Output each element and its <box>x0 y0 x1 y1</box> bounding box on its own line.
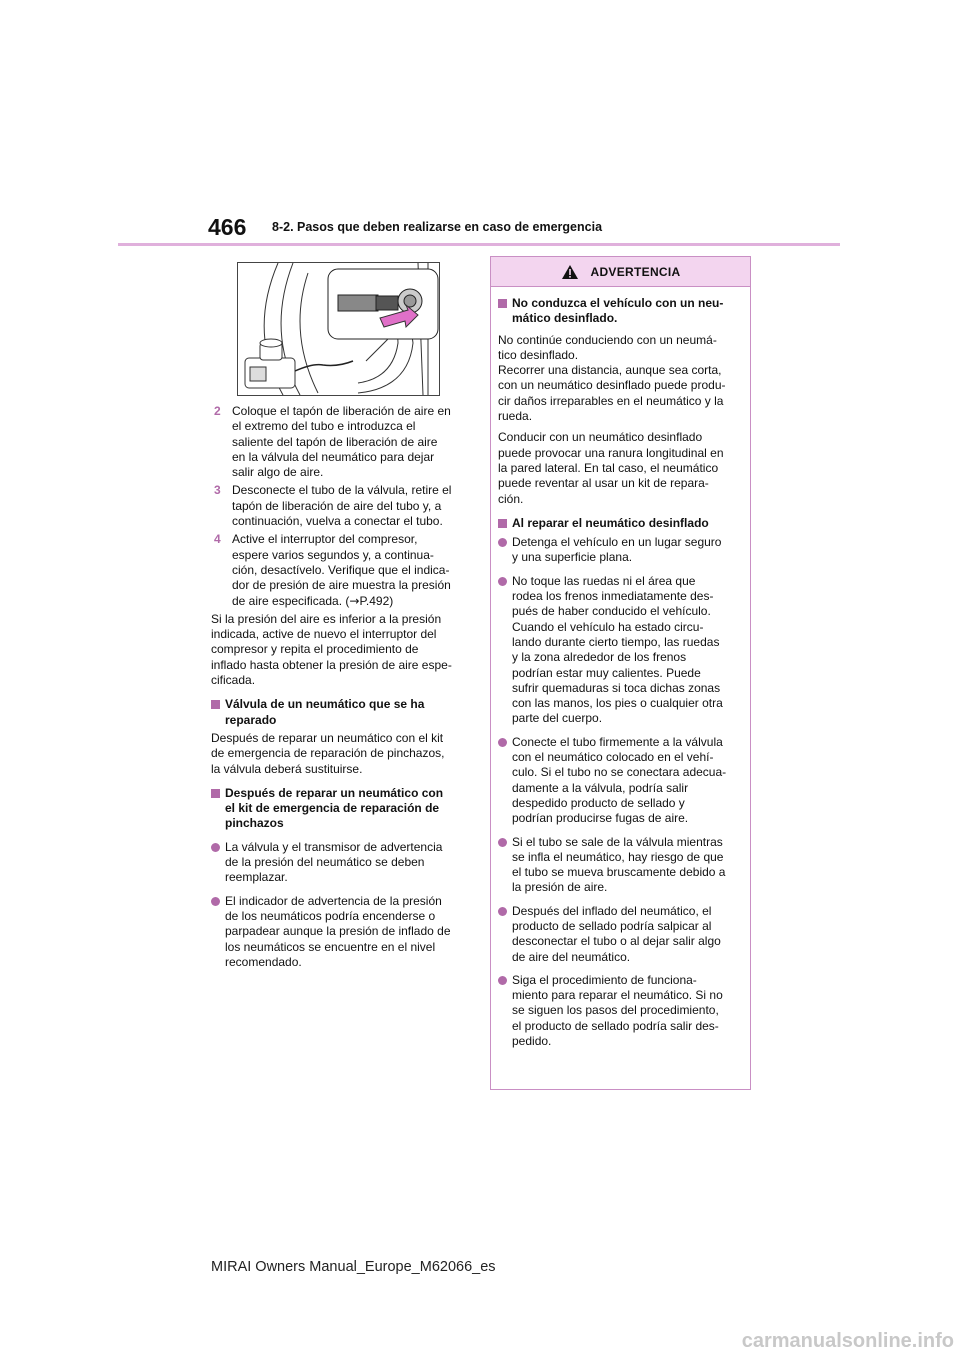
text-line: se siguen los pasos del procedimiento, <box>512 1003 719 1018</box>
text-line: de los neumáticos podría encenderse o <box>225 908 436 923</box>
text-line: con las manos, los pies o cualquier otra <box>512 696 723 711</box>
text-line: El indicador de advertencia de la presión <box>225 893 442 908</box>
round-bullet-icon <box>211 843 220 852</box>
step-number: 4 <box>214 532 221 547</box>
text-line: con el neumático colocado en el vehí- <box>512 750 714 765</box>
text-line: Coloque el tapón de liberación de aire en <box>232 404 451 418</box>
text-line: Cuando el vehículo ha estado circu- <box>512 619 704 634</box>
text-line: Después del inflado del neumático, el <box>512 903 712 918</box>
text-line: la válvula deberá sustituirse. <box>211 761 363 776</box>
page-number: 466 <box>208 214 247 240</box>
text-line: culo. Si el tubo no se conectara adecua- <box>512 765 727 780</box>
text-line: Conducir con un neumático desinflado <box>498 430 703 445</box>
reference-arrow-icon: → <box>349 593 360 608</box>
square-bullet-icon <box>498 519 507 528</box>
text-line: Detenga el vehículo en un lugar seguro <box>512 535 722 550</box>
text-line: parpadear aunque la presión de inflado de <box>225 924 451 939</box>
text-line: lando durante cierto tiempo, las ruedas <box>512 634 720 649</box>
step-number: 3 <box>214 483 221 498</box>
text-line: el producto de sellado podría salir des- <box>512 1018 719 1033</box>
text-line: el tubo se mueva bruscamente debido a <box>512 865 726 880</box>
square-bullet-icon <box>498 299 507 308</box>
text-line: de aire del neumático. <box>512 949 631 964</box>
text-line: Recorrer una distancia, aunque sea corta, <box>498 363 722 378</box>
text-line: inflado hasta obtener la presión de aire espe- <box>211 657 452 672</box>
text-line: Si la presión del aire es inferior a la presión <box>211 611 442 626</box>
text-line: de la presión del neumático se deben <box>225 855 425 870</box>
warning-box <box>490 256 751 1090</box>
step-text <box>232 532 469 608</box>
text-line: con un neumático desinflado puede produ- <box>498 378 726 393</box>
round-bullet-icon <box>498 738 507 747</box>
warning-triangle-icon <box>561 264 579 280</box>
text-line: rueda. <box>498 409 533 424</box>
text-line: la pared lateral. En tal caso, el neumático <box>498 460 719 475</box>
warning-bullet <box>498 574 740 727</box>
text-line: Siga el procedimiento de funciona- <box>512 972 697 987</box>
text-line: producto de sellado podría salpicar al <box>512 918 712 933</box>
warning-bullet <box>498 535 740 566</box>
valve-heading <box>211 697 469 728</box>
text-line: puede reventar al usar un kit de repara- <box>498 476 709 491</box>
text-line: miento para reparar el neumático. Si no <box>512 988 723 1003</box>
warning-heading-flat-tire <box>498 296 740 327</box>
text-line: ción. <box>498 491 524 506</box>
text-line: La válvula y el transmisor de advertencia <box>225 839 443 854</box>
round-bullet-icon <box>498 538 507 547</box>
warning-bullet <box>498 973 740 1049</box>
square-bullet-icon <box>211 789 220 798</box>
text-line: parte del cuerpo. <box>512 711 603 726</box>
text-line: de emergencia de reparación de pinchazos, <box>211 746 445 761</box>
warning-bullet <box>498 904 740 965</box>
header-rule <box>118 243 840 246</box>
round-bullet-icon <box>498 976 507 985</box>
round-bullet-icon <box>498 577 507 586</box>
text-line: No conduzca el vehículo con un neu- <box>512 296 724 310</box>
text-line: la presión de aire. <box>512 880 608 895</box>
text-line: No toque las ruedas ni el área que <box>512 573 696 588</box>
text-line: indicada, active de nuevo el interruptor del <box>211 627 437 642</box>
step-2 <box>211 404 469 480</box>
text-line: pués de haber conducido el vehículo. <box>512 604 711 619</box>
text-line: sufrir quemaduras si toca dichas zonas <box>512 680 721 695</box>
warning-header <box>491 257 750 287</box>
step-text <box>232 483 469 529</box>
text-line: puede provocar una ranura longitudinal en <box>498 445 724 460</box>
text-line: el kit de emergencia de reparación de <box>225 801 440 816</box>
step-3 <box>211 483 469 529</box>
warning-title: ADVERTENCIA <box>590 264 681 279</box>
text-line: y la zona alrededor de los frenos <box>512 650 687 665</box>
step-4 <box>211 532 469 608</box>
text-line: Después de reparar un neumático con el kit <box>211 730 444 745</box>
text-line: los neumáticos se encuentre en el nivel <box>225 939 436 954</box>
warning-bullet <box>498 835 740 896</box>
section-title: 8-2. Pasos que deben realizarse en caso de emergencia <box>272 220 603 234</box>
step-number: 2 <box>214 404 221 418</box>
bullet-item <box>211 894 469 970</box>
text-line: tapón de liberación de aire del tubo y, a <box>232 498 442 513</box>
text-line: cir daños irreparables en el neumático y la <box>498 393 724 408</box>
text-line: rodea los frenos inmediatamente des- <box>512 589 714 604</box>
text-line: Si el tubo se sale de la válvula mientras <box>512 834 723 849</box>
text-line: recomendado. <box>225 954 302 969</box>
warning-heading-repair <box>498 516 740 531</box>
warning-paragraph <box>498 430 740 506</box>
left-column <box>211 404 469 970</box>
pressure-note <box>211 612 469 688</box>
round-bullet-icon <box>498 907 507 916</box>
warning-body <box>491 287 750 1049</box>
text-fragment: de aire especificada. ( <box>232 593 350 608</box>
warning-bullet <box>498 735 740 827</box>
tire-repair-kit-connection-illustration <box>237 262 440 396</box>
text-line: Válvula de un neumático que se ha <box>225 697 425 712</box>
text-line: damente a la válvula, podría salir <box>512 780 689 795</box>
text-line: en la válvula del neumático para dejar <box>232 449 435 464</box>
warning-paragraph <box>498 333 740 425</box>
round-bullet-icon <box>211 897 220 906</box>
text-line: podrían estar muy calientes. Puede <box>512 665 701 680</box>
text-line: Después de reparar un neumático con <box>225 785 444 800</box>
text-line: tico desinflado. <box>498 347 579 362</box>
illustration-drawing <box>238 263 439 395</box>
text-line: compresor y repita el procedimiento de <box>211 642 419 657</box>
step-text <box>232 404 469 480</box>
text-line: espere varios segundos y, a continua- <box>232 547 434 562</box>
text-line: y una superficie plana. <box>512 550 633 565</box>
after-repair-heading <box>211 786 469 832</box>
text-line: Al reparar el neumático desinflado <box>512 515 709 530</box>
text-line: saliente del tapón de liberación de aire <box>232 434 438 449</box>
footer-manual-id: MIRAI Owners Manual_Europe_M62066_es <box>211 1259 496 1275</box>
square-bullet-icon <box>211 700 220 709</box>
text-line: pinchazos <box>225 816 284 831</box>
text-line: reparado <box>225 712 277 727</box>
text-line: el extremo del tubo e introduzca el <box>232 419 416 434</box>
text-line: se infla el neumático, hay riesgo de que <box>512 849 724 864</box>
text-line: ción, desactívelo. Verifique que el indica- <box>232 562 450 577</box>
text-line: Active el interruptor del compresor, <box>232 532 418 547</box>
text-line: despedido producto de sellado y <box>512 795 685 810</box>
valve-text <box>211 731 469 777</box>
bullet-item <box>211 840 469 886</box>
text-line: No continúe conduciendo con un neumá- <box>498 332 717 347</box>
text-line: Conecte el tubo firmemente a la válvula <box>512 734 723 749</box>
watermark: carmanualsonline.info <box>741 1330 954 1352</box>
text-line: dor de presión de aire muestra la presión <box>232 578 451 593</box>
text-line-with-reference <box>232 594 469 609</box>
text-line: Desconecte el tubo de la válvula, retire el <box>232 483 452 498</box>
text-line: salir algo de aire. <box>232 465 324 480</box>
text-line: podrían producirse fugas de aire. <box>512 811 689 826</box>
text-line: pedido. <box>512 1034 552 1049</box>
text-line: reemplazar. <box>225 870 288 885</box>
text-line: desconectar el tubo o al dejar salir algo <box>512 934 721 949</box>
text-line: mático desinflado. <box>512 311 618 326</box>
page-reference-link[interactable]: P.492) <box>359 593 394 608</box>
text-line: cificada. <box>211 673 256 688</box>
round-bullet-icon <box>498 838 507 847</box>
text-line: continuación, vuelva a conectar el tubo. <box>232 514 443 529</box>
